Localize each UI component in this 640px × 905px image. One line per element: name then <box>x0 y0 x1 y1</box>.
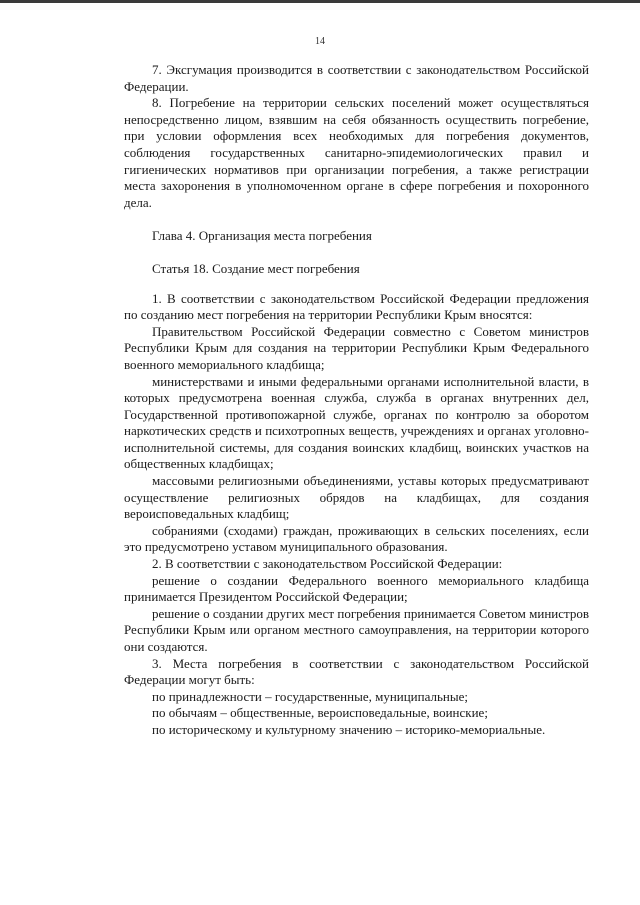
paragraph-8: 8. Погребение на территории сельских поселений может осуществляться непосредственно лицом, взявшим на себя обязанность осуществить погребение, при условии оформления всех необходимых для погребения документов, соблюдения государственных санитарно-эпидемиологических правил и гигиенических нормативов при организации погребения, а также регистрации места захоронения в уполномоченном органе в сфере погребения и похоронного дела. <box>124 95 589 210</box>
page-number: 14 <box>315 36 325 47</box>
article-18-item-1-c: массовыми религиозными объединениями, уставы которых предусматривают осуществление религиозных обрядов на кладбищах, для создания вероисповедальных кладбищ; <box>124 473 589 522</box>
article-18-item-3-b: по обычаям – общественные, вероисповедальные, воинские; <box>152 705 488 721</box>
article-18-item-2-b: решение о создании других мест погребения принимается Советом министров Республики Крым или органом местного самоуправления, на территории которого они создаются. <box>124 605 589 654</box>
paragraph-7: 7. Эксгумация производится в соответствии с законодательством Российской Федерации. <box>124 62 589 94</box>
article-18-item-1-d: собраниями (сходами) граждан, проживающих в сельских поселениях, если это предусмотрено уставом муниципального образования. <box>124 522 589 555</box>
article-18-item-1-b: министерствами и иными федеральными органами исполнительной власти, в которых предусмотрена военная служба, служба в органах внутренних дел, Государственной противопожарной службе, органах по контролю за оборотом наркотических средств и психотропных веществ, учреждениях и органах уголовно-исполнительной системы, для создания воинских кладбищ, воинских участков на общественных кладбищах; <box>124 373 589 472</box>
article-18-item-1-intro: 1. В соответствии с законодательством Российской Федерации предложения по созданию мест погребения на территории Республики Крым вносятся: <box>124 290 589 323</box>
article-18-item-2-a: решение о создании Федерального военного мемориального кладбища принимается Президентом Российской Федерации; <box>124 572 589 605</box>
article-18-item-3-c: по историческому и культурному значению – историко-мемориальные. <box>152 721 546 737</box>
article-18-item-2-intro: 2. В соответствии с законодательством Российской Федерации: <box>152 556 503 572</box>
article-18-item-1-a: Правительством Российской Федерации совместно с Советом министров Республики Крым для создания на территории Республики Крым Федерального военного мемориального кладбища; <box>124 323 589 372</box>
article-heading: Статья 18. Создание мест погребения <box>152 260 360 276</box>
scan-edge <box>0 0 640 3</box>
article-18-item-3-a: по принадлежности – государственные, муниципальные; <box>152 688 468 704</box>
document-body <box>124 62 589 739</box>
chapter-heading: Глава 4. Организация места погребения <box>152 228 372 244</box>
article-18-item-3-intro: 3. Места погребения в соответствии с законодательством Российской Федерации могут быть: <box>124 655 589 688</box>
